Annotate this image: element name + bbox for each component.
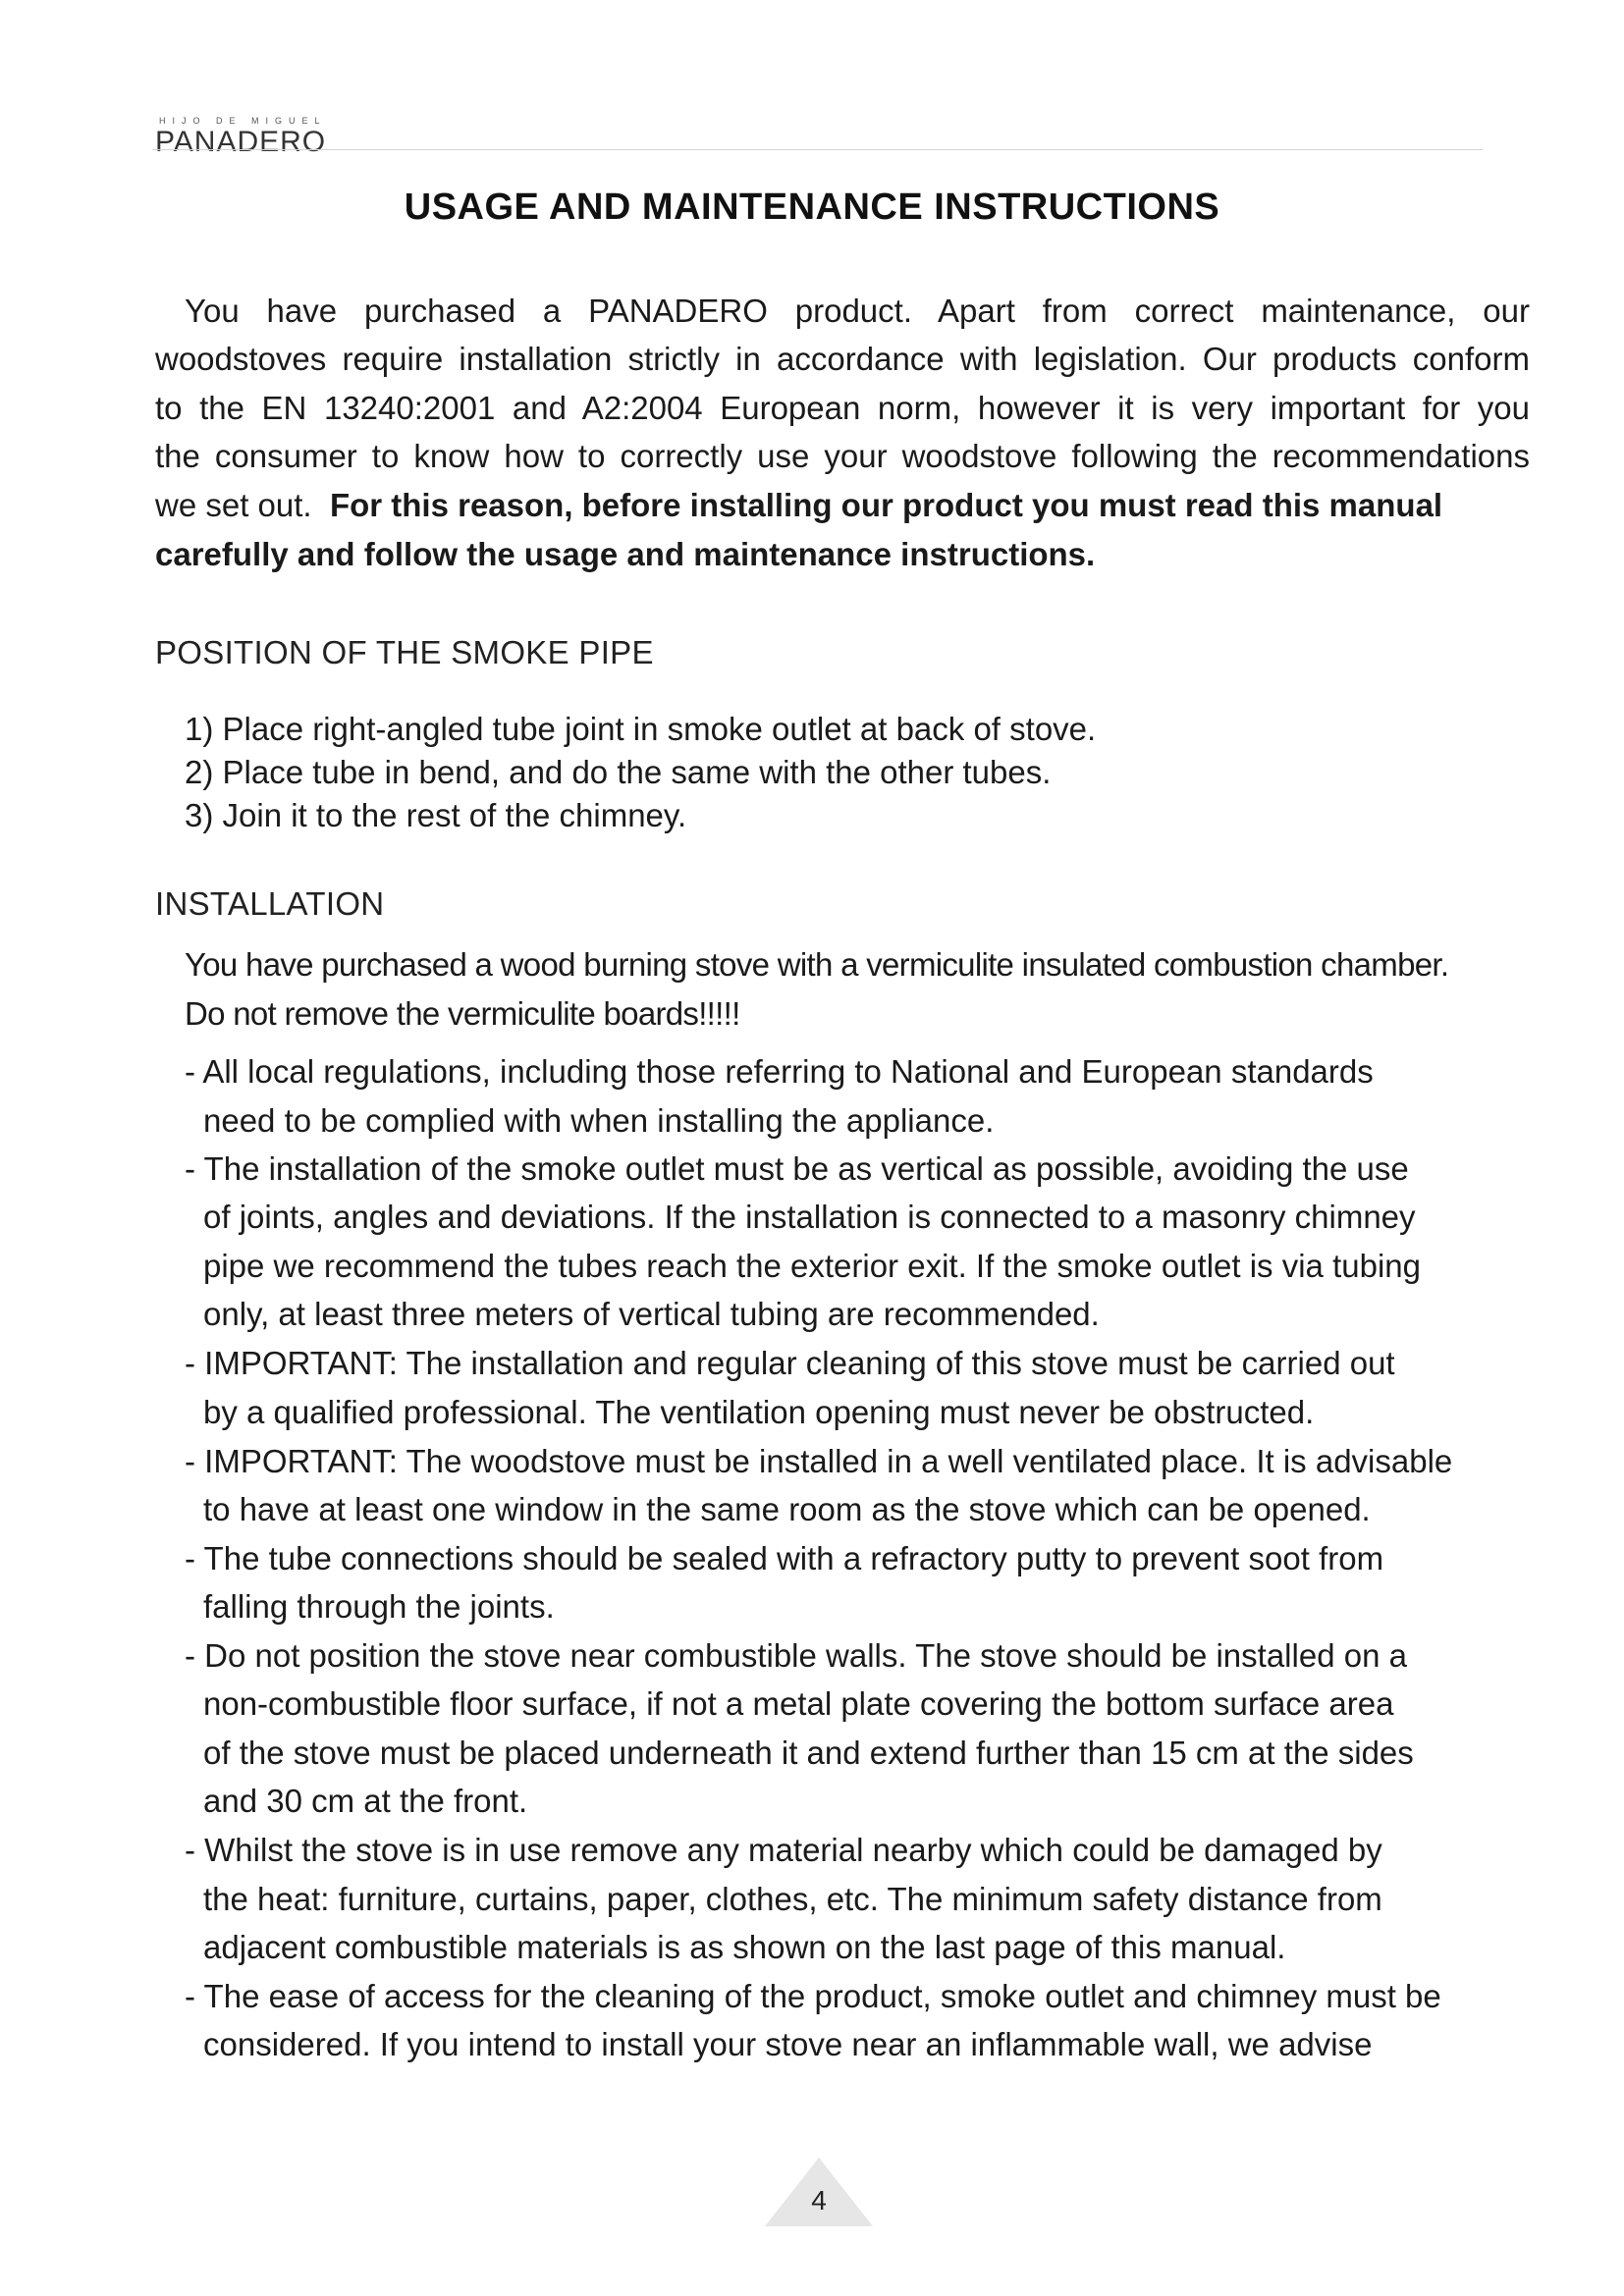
intro-line: woodstoves require installation strictly in accordance with legislation. Our products conform — [155, 341, 1530, 377]
installation-item-cont: pipe we recommend the tubes reach the exterior exit. If the smoke outlet is via tubing — [203, 1248, 1421, 1284]
installation-note: You have purchased a wood burning stove with a vermiculite insulated combustion chamber. — [185, 946, 1449, 983]
installation-item-cont: of the stove must be placed underneath it and extend further than 15 cm at the sides — [203, 1735, 1414, 1771]
installation-item: - The installation of the smoke outlet must be as vertical as possible, avoiding the use — [185, 1150, 1409, 1187]
installation-item-cont: falling through the joints. — [203, 1588, 555, 1625]
intro-line: to the EN 13240:2001 and A2:2004 European norm, however it is very important for you — [155, 390, 1530, 426]
intro-warning-text: For this reason, before installing our product you must read this manual — [329, 487, 1443, 523]
installation-item: - IMPORTANT: The installation and regular cleaning of this stove must be carried out — [185, 1345, 1395, 1381]
installation-item: - The tube connections should be sealed with a refractory putty to prevent soot from — [185, 1540, 1384, 1576]
installation-item: - All local regulations, including those referring to National and European standards — [185, 1053, 1374, 1090]
installation-item-cont: need to be complied with when installing the appliance. — [203, 1102, 995, 1139]
section-heading-smoke-pipe: POSITION OF THE SMOKE PIPE — [155, 634, 654, 670]
installation-item-cont: of joints, angles and deviations. If the installation is connected to a masonry chimney — [203, 1199, 1416, 1235]
page-number: 4 — [811, 2185, 827, 2216]
smoke-pipe-step: 3) Join it to the rest of the chimney. — [185, 797, 687, 833]
installation-item: - Do not position the stove near combustible walls. The stove should be installed on a — [185, 1637, 1407, 1674]
smoke-pipe-step: 2) Place tube in bend, and do the same with the other tubes. — [185, 754, 1052, 790]
installation-note: Do not remove the vermiculite boards!!!!! — [185, 995, 740, 1032]
intro-line — [155, 487, 1442, 524]
panadero-logo — [155, 116, 327, 159]
intro-warning-line: carefully and follow the usage and maintenance instructions. — [155, 536, 1096, 572]
page-title: USAGE AND MAINTENANCE INSTRUCTIONS — [404, 187, 1220, 228]
logo-subtitle: HIJO DE MIGUEL — [159, 116, 327, 126]
installation-item-cont: to have at least one window in the same room as the stove which can be opened. — [203, 1491, 1371, 1527]
installation-item-cont: considered. If you intend to install your stove near an inflammable wall, we advise — [203, 2026, 1373, 2062]
intro-line: You have purchased a PANADERO product. Apart from correct maintenance, our — [185, 293, 1530, 329]
installation-item-cont: only, at least three meters of vertical tubing are recommended. — [203, 1296, 1100, 1332]
installation-item: - The ease of access for the cleaning of the product, smoke outlet and chimney must be — [185, 1978, 1441, 2014]
installation-item-cont: by a qualified professional. The ventilation opening must never be obstructed. — [203, 1394, 1315, 1430]
smoke-pipe-step: 1) Place right-angled tube joint in smoke outlet at back of stove. — [185, 711, 1097, 747]
section-heading-installation: INSTALLATION — [155, 885, 385, 922]
logo-wordmark: PANADERO — [155, 126, 327, 158]
installation-item: - IMPORTANT: The woodstove must be installed in a well ventilated place. It is advisable — [185, 1443, 1453, 1479]
header-divider — [152, 149, 1483, 150]
installation-item-cont: non-combustible floor surface, if not a metal plate covering the bottom surface area — [203, 1685, 1394, 1722]
intro-normal-text: we set out. — [155, 487, 312, 523]
installation-item-cont: the heat: furniture, curtains, paper, clothes, etc. The minimum safety distance from — [203, 1881, 1382, 1917]
intro-line: the consumer to know how to correctly use your woodstove following the recommendations — [155, 438, 1530, 474]
installation-item: - Whilst the stove is in use remove any material nearby which could be damaged by — [185, 1832, 1382, 1868]
installation-item-cont: and 30 cm at the front. — [203, 1783, 528, 1819]
installation-item-cont: adjacent combustible materials is as shown on the last page of this manual. — [203, 1929, 1286, 1965]
